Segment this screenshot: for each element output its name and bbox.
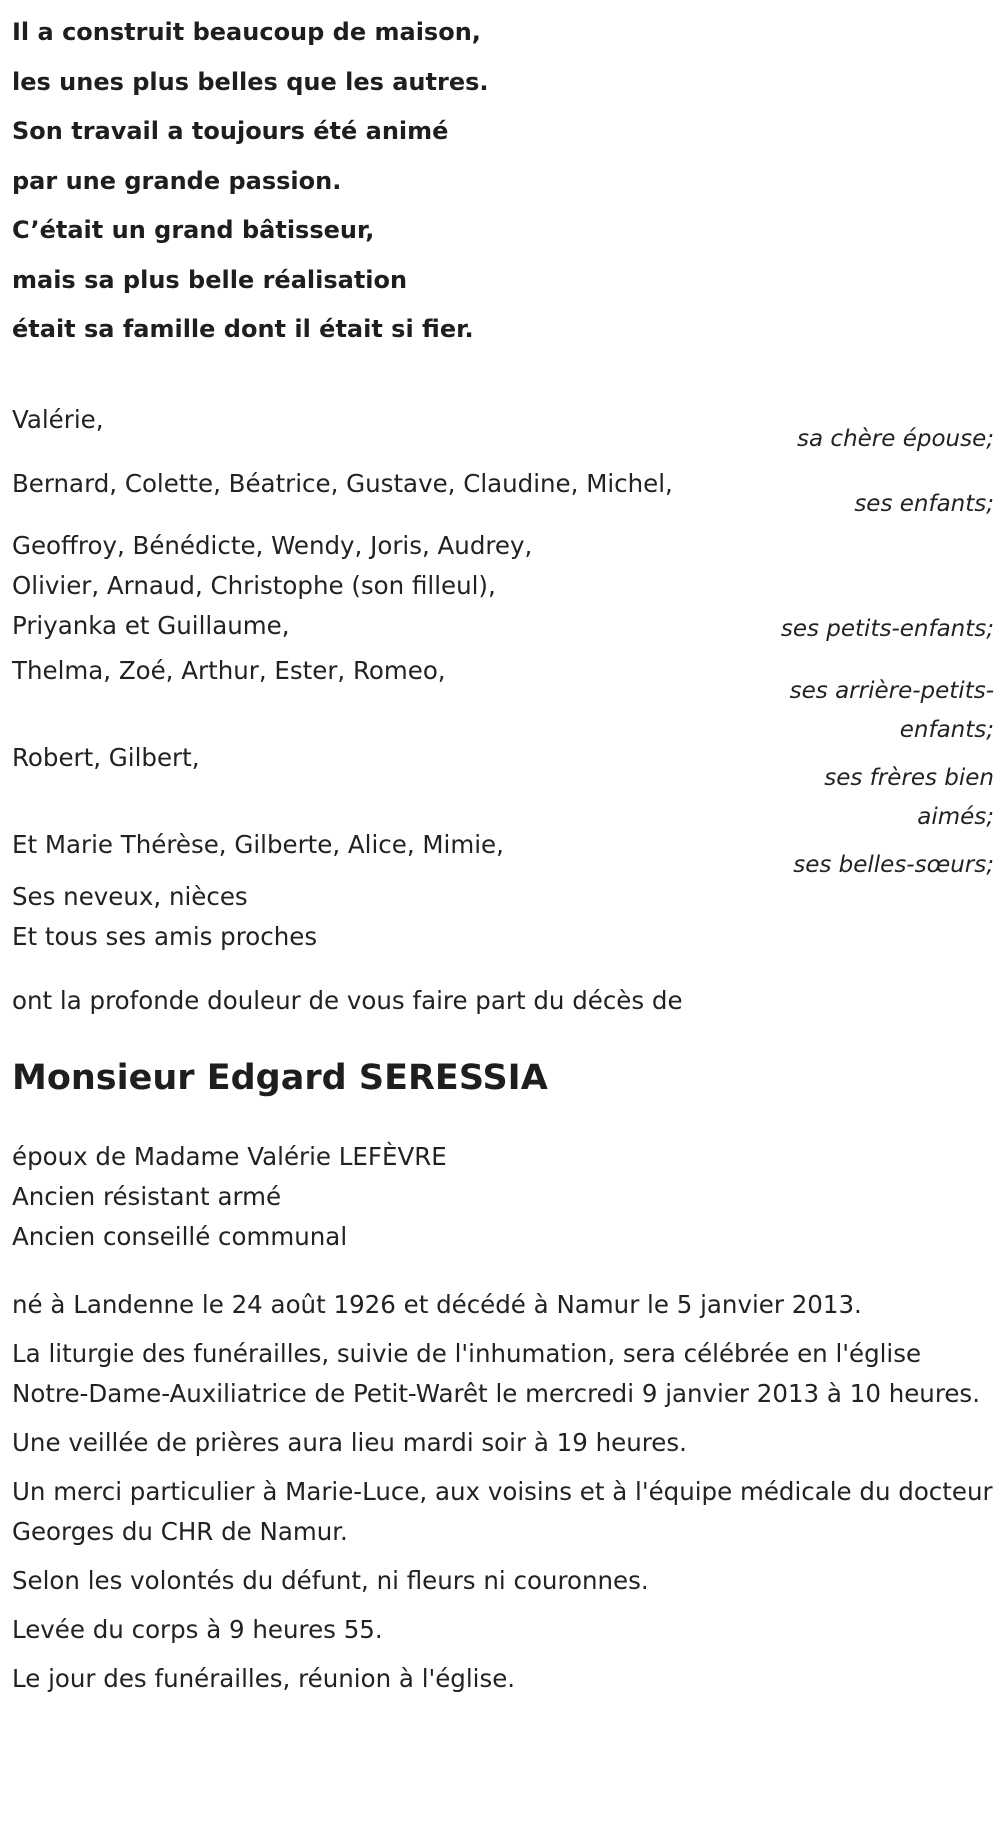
family-list [12,400,994,959]
title-line: Ancien résistant armé [12,1181,282,1211]
family-names: Et tous ses amis proches [12,921,318,951]
poem [12,8,988,355]
detail-paragraph: Une veillée de prières aura lieu mardi soir à 19 heures. [12,1427,687,1457]
family-role: ses belles-sœurs; [793,851,994,878]
family-names: Thelma, Zoé, Arthur, Ester, Romeo, [12,655,446,685]
family-names: Robert, Gilbert, [12,742,200,772]
family-great-grandchildren [12,651,994,743]
poem-line: Son travail a toujours été animé [12,117,449,145]
family-role: sa chère épouse; [797,425,994,452]
title-line: Ancien conseillé communal [12,1221,348,1251]
deceased-titles [12,1137,988,1257]
detail-paragraph: Un merci particulier à Marie-Luce, aux voisins et à l'équipe médicale du docteur Georges du CHR de Namur. [12,1476,993,1546]
family-role: ses frères bien aimés; [824,764,994,830]
family-names: Et Marie Thérèse, Gilberte, Alice, Mimie, [12,829,504,859]
detail-paragraph: Selon les volontés du défunt, ni fleurs ni couronnes. [12,1565,649,1595]
family-role: ses arrière-petits-enfants; [789,677,994,743]
detail-paragraph: Le jour des funérailles, réunion à l'église. [12,1663,516,1693]
detail-paragraph: Levée du corps à 9 heures 55. [12,1614,383,1644]
family-names: Valérie, [12,404,104,434]
poem-line: C’était un grand bâtisseur, [12,216,375,244]
funeral-details [12,1285,993,1699]
detail-paragraph: La liturgie des funérailles, suivie de l'inhumation, sera célébrée en l'église Notre-Dame-Auxiliatrice de Petit-Warêt le mercredi 9 janvier 2013 à 10 heures. [12,1338,980,1408]
family-role: ses petits-enfants; [780,615,994,642]
family-grandchildren [12,526,994,651]
title-line: époux de Madame Valérie LEFÈVRE [12,1141,447,1171]
family-names: Ses neveux, nièces [12,881,248,911]
family-others [12,877,994,959]
poem-line: était sa famille dont il était si fier. [12,315,474,343]
family-names: Priyanka et Guillaume, [12,610,290,640]
deceased-name: Monsieur Edgard SERESSIA [12,1057,548,1098]
family-names: Geoffroy, Bénédicte, Wendy, Joris, Audrey, [12,530,533,560]
family-sisters-in-law [12,825,994,877]
family-children [12,464,994,526]
family-names: Bernard, Colette, Béatrice, Gustave, Claudine, Michel, [12,468,673,498]
family-spouse [12,400,994,464]
poem-line: par une grande passion. [12,166,342,195]
family-brothers [12,738,994,830]
poem-line: mais sa plus belle réalisation [12,265,408,294]
family-names: Olivier, Arnaud, Christophe (son filleul), [12,570,496,600]
poem-line: les unes plus belles que les autres. [12,67,489,96]
announcement-text: ont la profonde douleur de vous faire part du décès de [12,985,683,1015]
family-role: ses enfants; [854,490,994,517]
detail-paragraph: né à Landenne le 24 août 1926 et décédé à Namur le 5 janvier 2013. [12,1289,862,1319]
poem-line: Il a construit beaucoup de maison, [12,18,481,46]
